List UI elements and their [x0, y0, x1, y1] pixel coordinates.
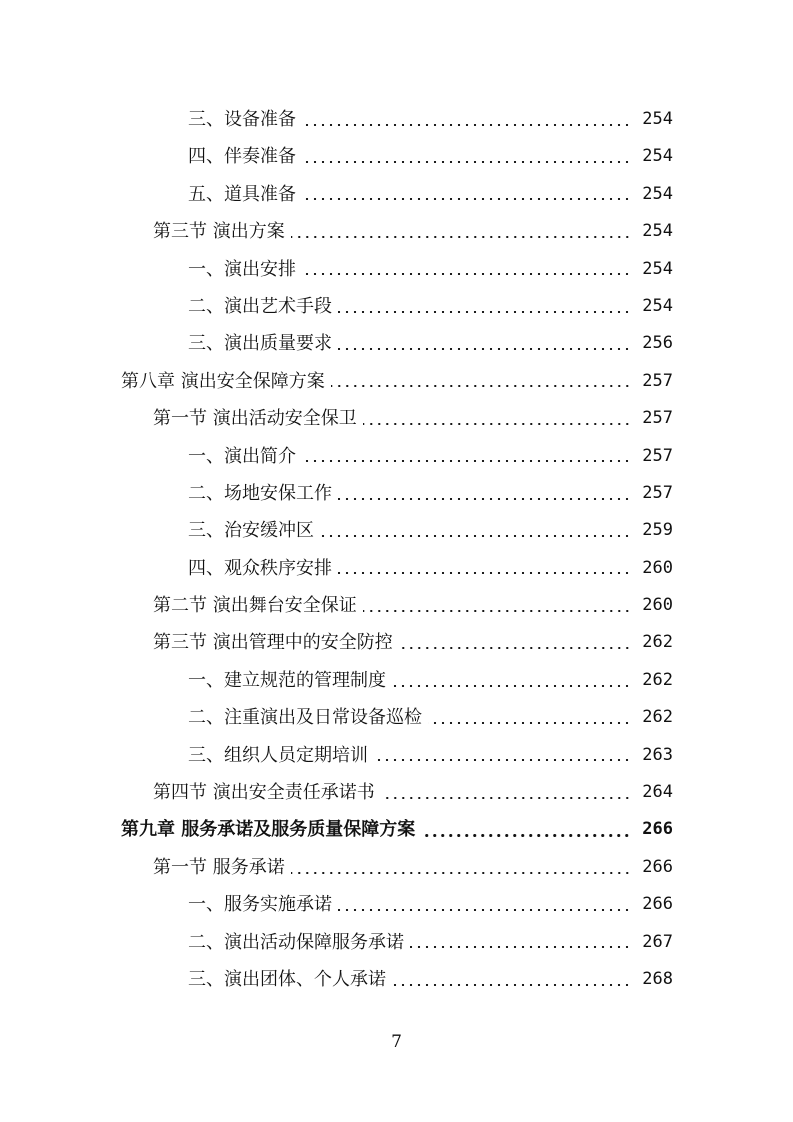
toc-dot-leader — [291, 236, 631, 238]
toc-entry[interactable] — [0, 774, 793, 811]
toc-entry-title: 二、演出活动保障服务承诺 — [188, 931, 404, 953]
toc-dot-leader — [338, 311, 631, 313]
toc-entry[interactable] — [0, 624, 793, 661]
toc-entry-page: 254 — [642, 183, 673, 204]
toc-entry-page: 262 — [642, 669, 673, 690]
toc-entry-title: 三、演出团体、个人承诺 — [188, 968, 386, 990]
toc-entry-page: 257 — [642, 370, 673, 391]
toc-entry[interactable] — [0, 961, 793, 998]
toc-entry[interactable] — [0, 886, 793, 923]
toc-entry[interactable] — [0, 213, 793, 250]
toc-entry[interactable] — [0, 101, 793, 138]
toc-entry-chapter[interactable] — [0, 363, 793, 400]
toc-entry[interactable] — [0, 325, 793, 362]
toc-entry-page: 262 — [642, 632, 673, 653]
toc-dot-leader — [291, 872, 631, 874]
toc-entry-page: 257 — [642, 408, 673, 429]
toc-entry-page: 266 — [642, 894, 673, 915]
toc-entry[interactable] — [0, 587, 793, 624]
toc-entry[interactable] — [0, 400, 793, 437]
toc-entry[interactable] — [0, 438, 793, 475]
toc-entry[interactable] — [0, 288, 793, 325]
toc-entry-page: 268 — [642, 968, 673, 989]
toc-entry[interactable] — [0, 699, 793, 736]
toc-entry-title: 二、注重演出及日常设备巡检 — [188, 707, 422, 729]
toc-entry-title: 一、服务实施承诺 — [188, 894, 332, 916]
toc-entry-page: 257 — [642, 482, 673, 503]
toc-dot-leader — [302, 161, 631, 163]
toc-entry[interactable] — [0, 849, 793, 886]
page-number: 7 — [391, 1032, 402, 1052]
toc-dot-leader — [392, 984, 631, 986]
toc-dot-leader — [302, 124, 631, 126]
toc-entry-page: 256 — [642, 333, 673, 354]
toc-entry-page: 254 — [642, 258, 673, 279]
toc-entry-page: 266 — [642, 856, 673, 877]
toc-entry-page: 263 — [642, 744, 673, 765]
toc-entry[interactable] — [0, 138, 793, 175]
toc-entry-title: 三、设备准备 — [188, 109, 296, 130]
table-of-contents — [0, 101, 793, 998]
toc-dot-leader — [338, 348, 631, 350]
toc-dot-leader — [363, 423, 631, 425]
toc-dot-leader — [363, 610, 631, 612]
toc-dot-leader — [338, 572, 631, 574]
toc-dot-leader — [331, 385, 631, 387]
toc-entry-title: 一、演出简介 — [188, 445, 296, 467]
toc-entry-page: 254 — [642, 221, 673, 242]
toc-dot-leader — [302, 273, 631, 275]
toc-dot-leader — [338, 498, 631, 500]
toc-entry-page: 260 — [642, 557, 673, 578]
toc-entry-title: 第九章 服务承诺及服务质量保障方案 — [121, 819, 416, 841]
toc-entry-title: 三、治安缓冲区 — [188, 520, 314, 542]
toc-entry[interactable] — [0, 924, 793, 961]
toc-entry[interactable] — [0, 475, 793, 512]
toc-entry-title: 第一节 服务承诺 — [153, 856, 285, 878]
toc-dot-leader — [399, 647, 631, 649]
toc-entry-page: 254 — [642, 109, 673, 129]
toc-entry-title: 一、演出安排 — [188, 258, 296, 280]
toc-entry-title: 二、场地安保工作 — [188, 482, 332, 504]
toc-dot-leader — [338, 909, 631, 911]
toc-entry-page: 267 — [642, 931, 673, 952]
toc-entry-title: 四、伴奏准备 — [188, 146, 296, 168]
toc-dot-leader — [374, 759, 631, 761]
toc-entry-page: 264 — [642, 782, 673, 803]
toc-dot-leader — [421, 834, 631, 837]
toc-entry-title: 四、观众秩序安排 — [188, 557, 332, 579]
toc-entry-title: 第一节 演出活动安全保卫 — [153, 408, 357, 430]
toc-entry-title: 三、演出质量要求 — [188, 333, 332, 355]
toc-entry-title: 第八章 演出安全保障方案 — [121, 370, 325, 392]
toc-dot-leader — [410, 946, 631, 948]
toc-entry-title: 第二节 演出舞台安全保证 — [153, 595, 357, 617]
toc-entry-page: 254 — [642, 295, 673, 316]
toc-entry-title: 第三节 演出管理中的安全防控 — [153, 632, 393, 654]
toc-entry[interactable] — [0, 251, 793, 288]
toc-entry-title: 二、演出艺术手段 — [188, 295, 332, 317]
toc-entry-page: 259 — [642, 520, 673, 541]
toc-entry-page: 254 — [642, 146, 673, 167]
toc-entry-page: 257 — [642, 445, 673, 466]
toc-entry-page: 260 — [642, 595, 673, 616]
toc-dot-leader — [302, 460, 631, 462]
toc-entry[interactable] — [0, 512, 793, 549]
toc-dot-leader — [381, 797, 631, 799]
toc-entry-title: 一、建立规范的管理制度 — [188, 669, 386, 691]
toc-entry-page: 266 — [642, 819, 673, 840]
toc-entry[interactable] — [0, 737, 793, 774]
toc-entry[interactable] — [0, 550, 793, 587]
toc-dot-leader — [392, 685, 631, 687]
toc-entry-title: 三、组织人员定期培训 — [188, 744, 368, 766]
toc-dot-leader — [428, 722, 631, 724]
toc-dot-leader — [302, 198, 631, 200]
toc-dot-leader — [320, 535, 631, 537]
toc-entry[interactable] — [0, 176, 793, 213]
toc-entry-title: 五、道具准备 — [188, 183, 296, 205]
toc-entry-page: 262 — [642, 707, 673, 728]
toc-entry-title: 第三节 演出方案 — [153, 221, 285, 243]
toc-entry-chapter[interactable] — [0, 811, 793, 848]
toc-entry[interactable] — [0, 662, 793, 699]
toc-entry-title: 第四节 演出安全责任承诺书 — [153, 782, 375, 804]
